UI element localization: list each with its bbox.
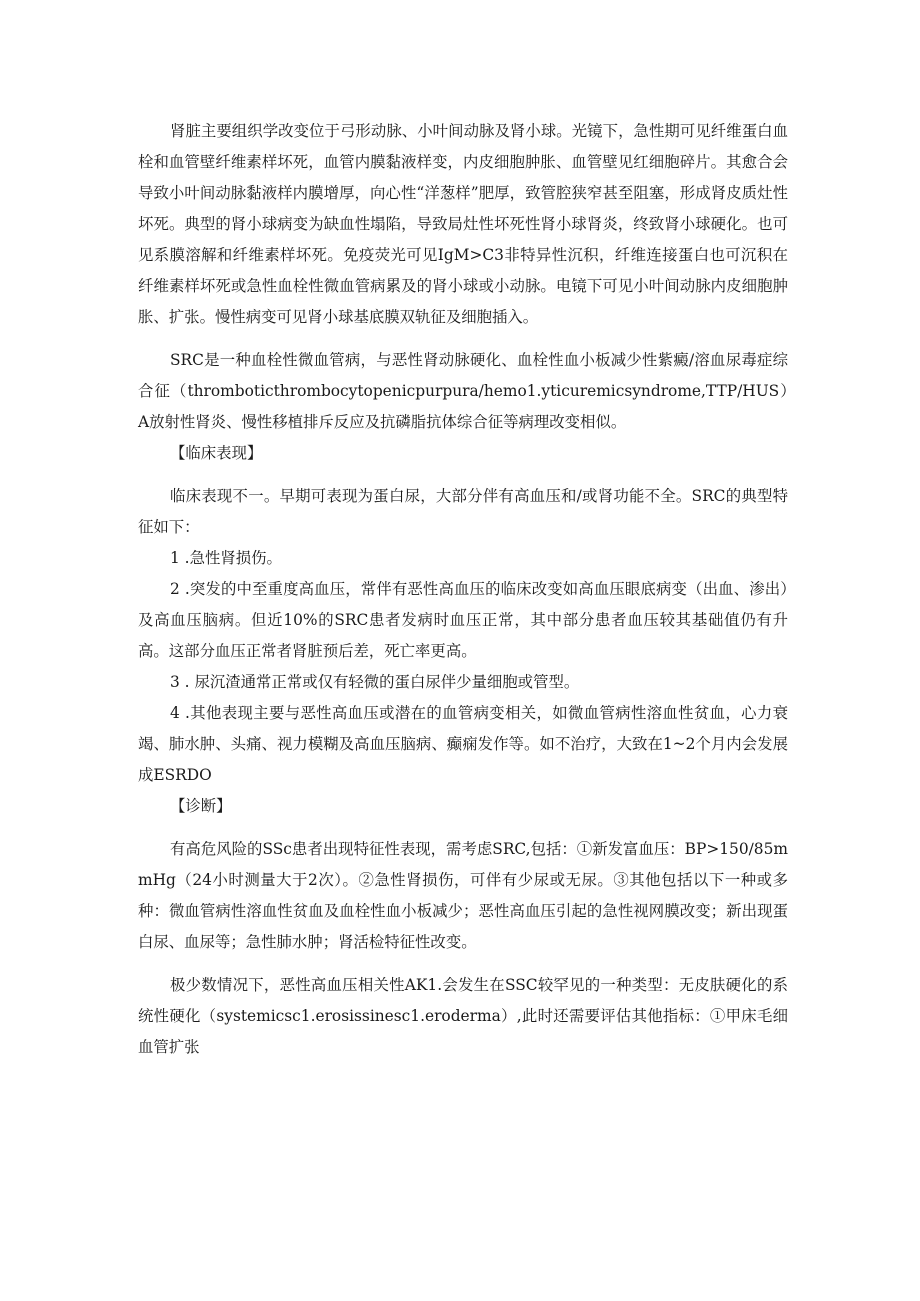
heading-clinical: 【临床表现】: [170, 444, 263, 462]
paragraph-clinical-intro: 临床表现不一。早期可表现为蛋白尿，大部分伴有高血压和/或肾功能不全。SRC的典型特征如下：: [138, 487, 788, 536]
list-item-4: 4 .其他表现主要与恶性高血压或潜在的血管病变相关，如微血管病性溶血性贫血，心力衰竭、肺水肿、头痛、视力模糊及高血压脑病、癫痫发作等。如不治疗，大致在1~2个月内会发展成ESRDO: [138, 704, 788, 784]
list-item-3: 3 . 尿沉渣通常正常或仅有轻微的蛋白尿伴少量细胞或管型。: [170, 673, 580, 691]
paragraph-rare-cases: 极少数情况下，恶性高血压相关性AK1.会发生在SSC较罕见的一种类型：无皮肤硬化的系统性硬化（systemicsc1.erosissinesc1.eroderma）,此时还需要评估其他指标：①甲床毛细血管扩张: [138, 976, 788, 1056]
paragraph-src-definition: SRC是一种血栓性微血管病，与恶性肾动脉硬化、血栓性血小板减少性紫癜/溶血尿毒症综合征（thromboticthrombocytopenicpurpura/hemo1.yticuremicsyndrome,TTP/HUS）A放射性肾炎、慢性移植排斥反应及抗磷脂抗体综合征等病理改变相似。: [138, 351, 788, 431]
paragraph-pathology: 肾脏主要组织学改变位于弓形动脉、小叶间动脉及肾小球。光镜下，急性期可见纤维蛋白血栓和血管壁纤维素样坏死，血管内膜黏液样变，内皮细胞肿胀、血管壁见红细胞碎片。其愈合会导致小叶间动脉黏液样内膜增厚，向心性“洋葱样”肥厚，致管腔狭窄甚至阻塞，形成肾皮质灶性坏死。典型的肾小球病变为缺血性塌陷，导致局灶性坏死性肾小球肾炎，终致肾小球硬化。也可见系膜溶解和纤维素样坏死。免疫荧光可见IgM>C3非特异性沉积，纤维连接蛋白也可沉积在纤维素样坏死或急性血栓性微血管病累及的肾小球或小动脉。电镜下可见小叶间动脉内皮细胞肿胀、扩张。慢性病变可见肾小球基底膜双轨征及细胞插入。: [138, 122, 788, 326]
document-page: [138, 116, 788, 1063]
list-item-1: 1 .急性肾损伤。: [170, 549, 282, 567]
heading-diagnosis: 【诊断】: [170, 797, 232, 815]
paragraph-diagnosis: 有高危风险的SSc患者出现特征性表现，需考虑SRC,包括：①新发富血压：BP>150∕85mmHg（24小时测量大于2次）。②急性肾损伤，可伴有少尿或无尿。③其他包括以下一种或多种：微血管病性溶血性贫血及血栓性血小板减少；恶性高血压引起的急性视网膜改变；新出现蛋白尿、血尿等；急性肺水肿；肾活检特征性改变。: [138, 840, 788, 951]
list-item-2: 2 .突发的中至重度高血压，常伴有恶性高血压的临床改变如高血压眼底病变（出血、渗出）及高血压脑病。但近10%的SRC患者发病时血压正常，其中部分患者血压较其基础值仍有升高。这部分血压正常者肾脏预后差，死亡率更高。: [138, 580, 788, 660]
